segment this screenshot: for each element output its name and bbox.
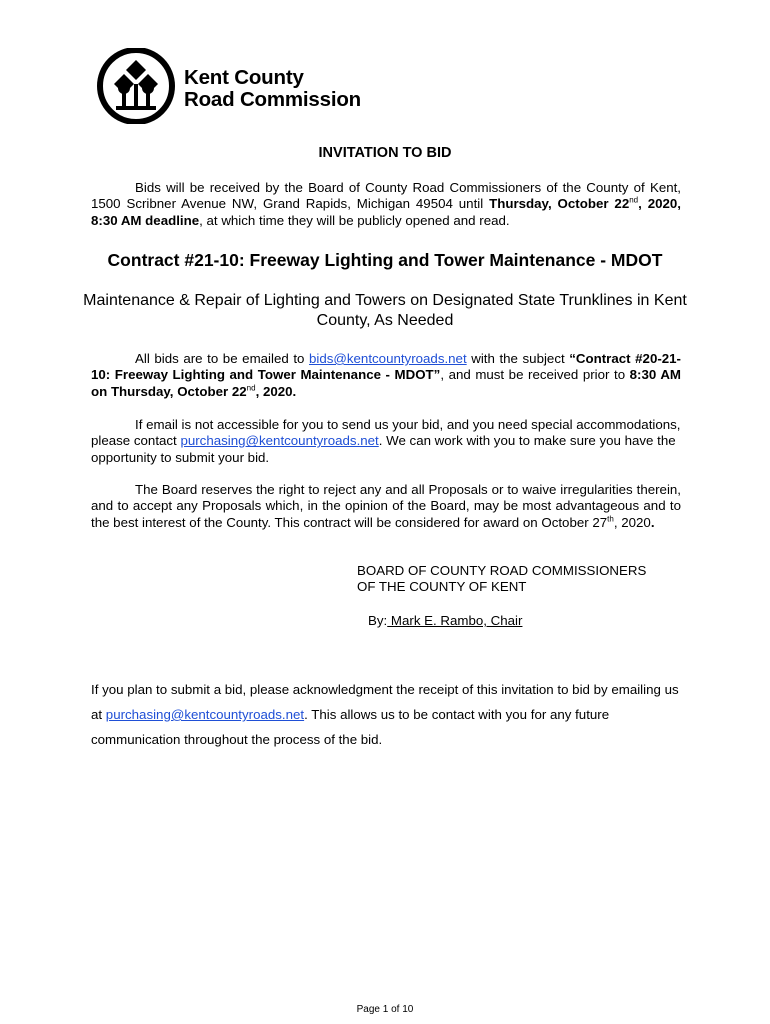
intro-text-2: , at which time they will be publicly opened and read. (199, 212, 510, 228)
intro-deadline-suffix: nd (629, 195, 639, 205)
board-text-2: , 2020 (613, 514, 651, 530)
signature-line-2: OF THE COUNTY OF KENT (357, 579, 527, 595)
signature-name: Mark E. Rambo, Chair (387, 613, 523, 628)
signature-by-line (368, 613, 728, 629)
board-period: . (650, 514, 655, 530)
intro-deadline-date: Thursday, October 22 (489, 196, 630, 212)
bids-email-link[interactable]: bids@kentcountyroads.net (309, 351, 467, 366)
email-deadline-year: , 2020. (255, 383, 297, 399)
intro-paragraph (91, 180, 681, 229)
logo-line-1: Kent County (184, 66, 304, 89)
access-paragraph (91, 417, 681, 466)
signature-line-1: BOARD OF COUNTY ROAD COMMISSIONERS (357, 563, 647, 578)
page-title: INVITATION TO BID (318, 145, 452, 161)
contract-subtitle: Maintenance & Repair of Lighting and Towers on Designated State Trunklines in Kent County, As Needed (83, 292, 687, 329)
email-text-3: , and must be received prior to (440, 367, 630, 383)
kent-county-logo-icon (96, 48, 176, 124)
access-text-2: . We can work with you to make sure you have the opportunity to submit your bid. (91, 433, 676, 465)
email-subject: “Contract #20-21-10: Freeway Lighting and Tower Maintenance - MDOT” (91, 351, 681, 383)
email-text-1: All bids are to be emailed to (135, 351, 309, 366)
signature-block (357, 563, 717, 596)
logo (96, 48, 386, 124)
email-paragraph (91, 351, 681, 400)
ack-email-link[interactable]: purchasing@kentcountyroads.net (105, 707, 305, 722)
contract-title: Contract #21-10: Freeway Lighting and Tower Maintenance - MDOT (107, 250, 663, 270)
board-date-suffix: th (607, 514, 614, 524)
access-text-1: If email is not accessible for you to send us your bid, and you need special accommodations, please contact (91, 417, 681, 449)
board-text-1: The Board reserves the right to reject any and all Proposals or to waive irregularities therein, and to accept any Proposals which, in the opinion of the Board, may be most advantageous and to the best interest of the County. This contract will be considered for award on October 27 (91, 482, 681, 530)
page-number: Page 1 of 10 (356, 1004, 414, 1015)
email-deadline-date: 8:30 AM on Thursday, October 22 (91, 367, 681, 399)
intro-text-1: Bids will be received by the Board of County Road Commissioners of the County of Kent, 1500 Scribner Avenue NW, Grand Rapids, Michigan 49504 until (91, 180, 681, 212)
logo-text (184, 67, 361, 111)
acknowledgment-paragraph (91, 677, 691, 752)
board-paragraph (91, 482, 681, 531)
email-deadline-suffix: nd (246, 383, 256, 393)
email-text-2: with the subject (466, 351, 570, 366)
ack-text-1: If you plan to submit a bid, please acknowledgment the receipt of this invitation to bid by emailing us at (91, 682, 679, 722)
intro-deadline-time: , 2020, 8:30 AM deadline (91, 196, 681, 228)
ack-text-2: . This allows us to be contact with you for any future communication throughout the process of the bid. (91, 707, 610, 747)
signature-by: By: (368, 613, 388, 628)
logo-line-2: Road Commission (184, 88, 361, 111)
purchasing-email-link[interactable]: purchasing@kentcountyroads.net (180, 433, 379, 449)
